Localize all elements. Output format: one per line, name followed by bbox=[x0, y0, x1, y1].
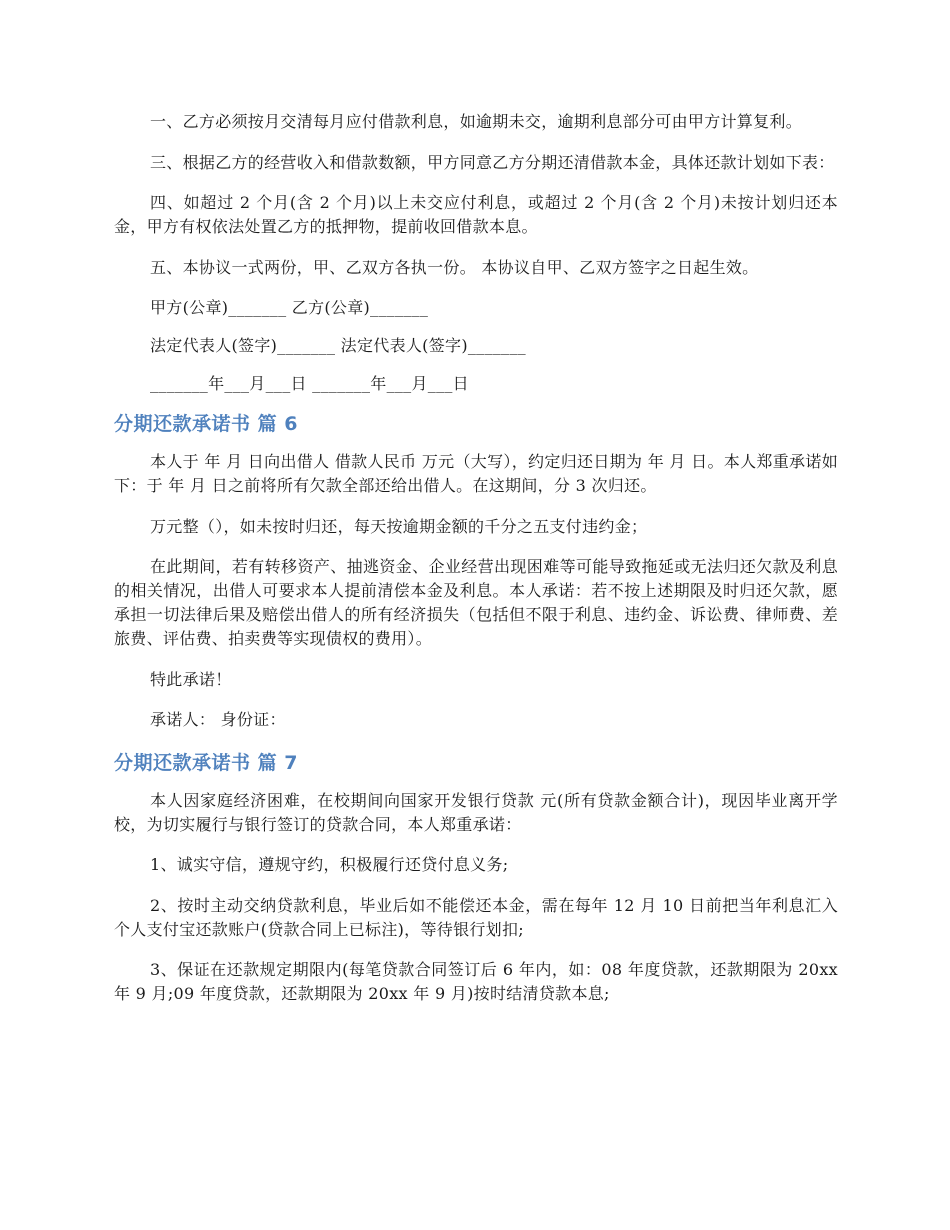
section-heading: 分期还款承诺书 篇 6 bbox=[114, 413, 298, 435]
commitment-paragraph: 万元整（），如未按时归还，每天按逾期金额的千分之五支付违约金； bbox=[150, 516, 648, 536]
section-heading: 分期还款承诺书 篇 7 bbox=[114, 751, 298, 774]
commitment-paragraph: 本人于 年 月 日向出借人 借款人民币 万元（大写），约定归还日期为 年 月 日。本人郑重承诺如下：于 年 月 日之前将所有欠款全部还给出借人。在这期间，分 3 次归还。 bbox=[114, 452, 838, 495]
clause-paragraph: 三、根据乙方的经营收入和借款数额，甲方同意乙方分期还清借款本金，具体还款计划如下表： bbox=[150, 152, 835, 172]
agreement-clauses-section bbox=[114, 110, 838, 396]
signer-line: 承诺人： 身份证： bbox=[150, 710, 286, 729]
date-line: _______年___月___日 _______年___月___日 bbox=[150, 374, 469, 393]
commitment-paragraph: 本人因家庭经济困难，在校期间向国家开发银行贷款 元(所有贷款金额合计)，现因毕业离开学校，为切实履行与银行签订的贷款合同，本人郑重承诺： bbox=[114, 790, 838, 834]
clause-paragraph: 五、本协议一式两份，甲、乙双方各执一份。 本协议自甲、乙双方签字之日起生效。 bbox=[150, 257, 759, 277]
clause-paragraph: 四、如超过 2 个月(含 2 个月)以上未交应付利息，或超过 2 个月(含 2 个月)未按计划归还本金，甲方有权依法处置乙方的抵押物，提前收回借款本息。 bbox=[114, 193, 838, 236]
commitment-section-6 bbox=[114, 410, 838, 732]
commitment-section-7 bbox=[114, 749, 838, 1007]
document-page bbox=[114, 110, 838, 1023]
seal-signature-line: 甲方(公章)_______ 乙方(公章)_______ bbox=[150, 298, 429, 317]
commitment-paragraph: 3、保证在还款规定期限内(每笔贷款合同签订后 6 年内，如：08 年度贷款，还款期限为 20xx 年 9 月;09 年度贷款，还款期限为 20xx 年 9 月)按时结清贷款本息; bbox=[114, 960, 838, 1003]
representative-signature-line: 法定代表人(签字)_______ 法定代表人(签字)_______ bbox=[150, 336, 526, 355]
commitment-paragraph: 在此期间，若有转移资产、抽逃资金、企业经营出现困难等可能导致拖延或无法归还欠款及利息的相关情况，出借人可要求本人提前清偿本金及利息。本人承诺：若不按上述期限及时归还欠款，愿承担一切法律后果及赔偿出借人的所有经济损失（包括但不限于利息、违约金、诉讼费、律师费、差旅费、评估费、拍卖费等实现债权的费用）。 bbox=[114, 557, 838, 648]
commitment-paragraph: 1、诚实守信，遵规守约，积极履行还贷付息义务; bbox=[150, 855, 509, 874]
clause-paragraph: 一、乙方必须按月交清每月应付借款利息，如逾期未交，逾期利息部分可由甲方计算复利。 bbox=[150, 112, 803, 131]
commitment-paragraph: 特此承诺！ bbox=[150, 669, 232, 689]
commitment-paragraph: 2、按时主动交纳贷款利息，毕业后如不能偿还本金，需在每年 12 月 10 日前把当年利息汇入个人支付宝还款账户(贷款合同上已标注)，等待银行划扣; bbox=[114, 895, 838, 939]
